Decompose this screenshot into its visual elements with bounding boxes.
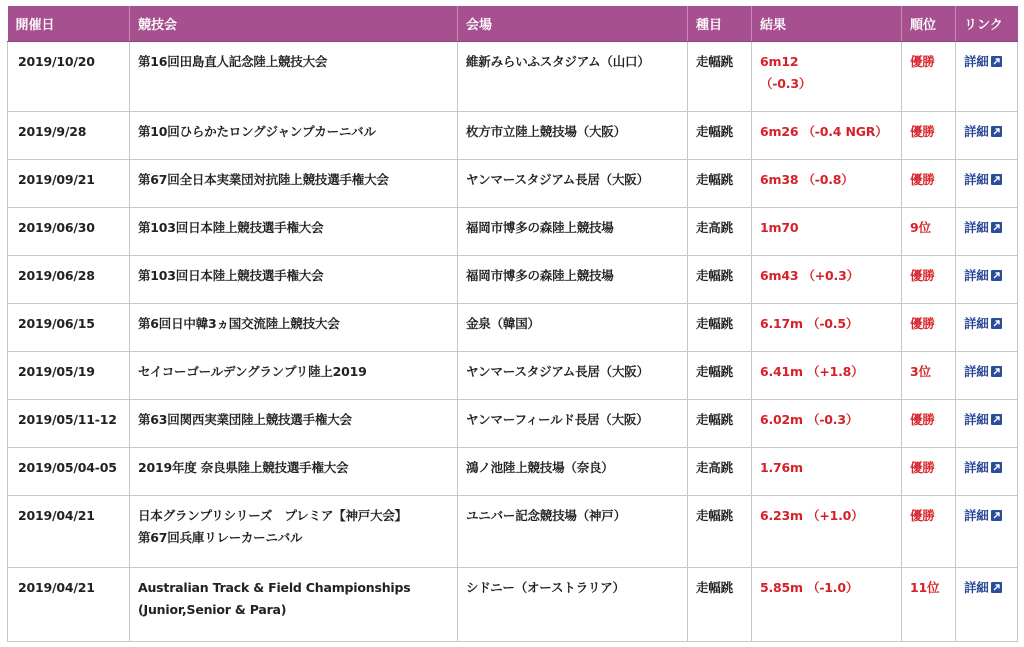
result-value: 6.23m （+1.0）	[760, 508, 864, 523]
cell-event	[688, 208, 752, 256]
cell-date-text: 2019/9/28	[18, 124, 87, 139]
cell-rank	[902, 568, 956, 642]
detail-link-label: 詳細	[964, 124, 989, 139]
cell-rank	[902, 448, 956, 496]
competition-name: 第103回日本陸上競技選手権大会	[138, 220, 324, 235]
table-row	[8, 568, 1018, 642]
detail-link[interactable]	[964, 220, 1002, 235]
cell-event	[688, 496, 752, 568]
cell-venue	[458, 448, 688, 496]
external-link-icon	[991, 510, 1002, 521]
cell-date-text: 2019/06/30	[18, 220, 95, 235]
cell-date-text: 2019/04/21	[18, 508, 95, 523]
competition-name: 第63回関西実業団陸上競技選手権大会	[138, 412, 352, 427]
event-name: 走幅跳	[696, 316, 733, 331]
cell-date-text: 2019/05/04-05	[18, 460, 117, 475]
detail-link-label: 詳細	[964, 580, 989, 595]
cell-rank	[902, 496, 956, 568]
table-row	[8, 400, 1018, 448]
cell-rank	[902, 160, 956, 208]
cell-date-text: 2019/04/21	[18, 580, 95, 595]
cell-result	[752, 400, 902, 448]
detail-link-label: 詳細	[964, 54, 989, 69]
external-link-icon	[991, 414, 1002, 425]
table-row	[8, 448, 1018, 496]
detail-link[interactable]	[964, 412, 1002, 427]
detail-link-label: 詳細	[964, 460, 989, 475]
cell-competition	[130, 42, 458, 112]
result-value: 6m38 （-0.8）	[760, 172, 854, 187]
external-link-icon	[991, 462, 1002, 473]
cell-venue	[458, 208, 688, 256]
cell-date	[8, 208, 130, 256]
cell-date-text: 2019/06/15	[18, 316, 95, 331]
competition-name: Australian Track & Field Championships	[138, 580, 411, 595]
competition-name: 第10回ひらかたロングジャンプカーニバル	[138, 124, 376, 139]
cell-result	[752, 448, 902, 496]
detail-link-label: 詳細	[964, 316, 989, 331]
detail-link-label: 詳細	[964, 412, 989, 427]
venue-name: ユニバー記念競技場（神戸）	[466, 508, 626, 523]
cell-venue	[458, 160, 688, 208]
result-wind: （-0.3）	[760, 76, 812, 91]
cell-result	[752, 160, 902, 208]
cell-result	[752, 256, 902, 304]
cell-rank	[902, 256, 956, 304]
competition-name: セイコーゴールデングランプリ陸上2019	[138, 364, 367, 379]
detail-link[interactable]	[964, 124, 1002, 139]
rank-value: 優勝	[910, 460, 935, 475]
competition-name: 第67回全日本実業団対抗陸上競技選手権大会	[138, 172, 389, 187]
header-event: 種目	[688, 6, 752, 42]
result-value: 6.41m （+1.8）	[760, 364, 864, 379]
rank-value: 優勝	[910, 508, 935, 523]
detail-link-label: 詳細	[964, 172, 989, 187]
table-header-row	[8, 6, 1018, 42]
cell-venue	[458, 304, 688, 352]
rank-value: 優勝	[910, 124, 935, 139]
cell-date	[8, 400, 130, 448]
cell-event	[688, 42, 752, 112]
header-result: 結果	[752, 6, 902, 42]
cell-date-text: 2019/06/28	[18, 268, 95, 283]
detail-link-label: 詳細	[964, 364, 989, 379]
table-row	[8, 112, 1018, 160]
cell-rank	[902, 400, 956, 448]
result-value: 6.02m （-0.3）	[760, 412, 859, 427]
cell-date	[8, 496, 130, 568]
venue-name: 鴻ノ池陸上競技場（奈良）	[466, 460, 614, 475]
cell-link	[956, 448, 1018, 496]
cell-competition	[130, 208, 458, 256]
rank-value: 3位	[910, 364, 931, 379]
result-value: 6m43 （+0.3）	[760, 268, 859, 283]
cell-link	[956, 496, 1018, 568]
competition-name: 第16回田島直人記念陸上競技大会	[138, 54, 328, 69]
external-link-icon	[991, 318, 1002, 329]
event-name: 走高跳	[696, 220, 733, 235]
cell-date-text: 2019/05/11-12	[18, 412, 117, 427]
cell-date	[8, 304, 130, 352]
cell-event	[688, 352, 752, 400]
venue-name: ヤンマーフィールド長居（大阪）	[466, 412, 649, 427]
cell-competition	[130, 448, 458, 496]
competition-name: 日本グランプリシリーズ プレミア【神戸大会】	[138, 508, 407, 523]
cell-rank	[902, 112, 956, 160]
detail-link-label: 詳細	[964, 220, 989, 235]
cell-venue	[458, 352, 688, 400]
cell-date	[8, 448, 130, 496]
detail-link[interactable]	[964, 172, 1002, 187]
cell-rank	[902, 208, 956, 256]
header-competition: 競技会	[130, 6, 458, 42]
venue-name: ヤンマースタジアム長居（大阪）	[466, 172, 649, 187]
cell-date	[8, 568, 130, 642]
venue-name: 福岡市博多の森陸上競技場	[466, 268, 614, 283]
detail-link[interactable]	[964, 54, 1002, 69]
table-row	[8, 352, 1018, 400]
rank-value: 優勝	[910, 54, 935, 69]
external-link-icon	[991, 366, 1002, 377]
cell-link	[956, 42, 1018, 112]
result-value: 1m70	[760, 220, 799, 235]
cell-date	[8, 256, 130, 304]
header-venue: 会場	[458, 6, 688, 42]
table-row	[8, 256, 1018, 304]
header-link: リンク	[956, 6, 1018, 42]
header-date: 開催日	[8, 6, 130, 42]
cell-date	[8, 42, 130, 112]
cell-competition	[130, 496, 458, 568]
competition-name: 2019年度 奈良県陸上競技選手権大会	[138, 460, 349, 475]
event-name: 走幅跳	[696, 364, 733, 379]
detail-link[interactable]	[964, 316, 1002, 331]
competition-name-line2: (Junior,Senior & Para)	[138, 602, 287, 617]
cell-event	[688, 400, 752, 448]
cell-competition	[130, 352, 458, 400]
cell-date	[8, 112, 130, 160]
cell-event	[688, 304, 752, 352]
detail-link[interactable]	[964, 364, 1002, 379]
competition-results-table	[7, 6, 1018, 642]
rank-value: 優勝	[910, 172, 935, 187]
cell-competition	[130, 160, 458, 208]
detail-link-label: 詳細	[964, 508, 989, 523]
cell-link	[956, 400, 1018, 448]
detail-link[interactable]	[964, 580, 1002, 595]
cell-result	[752, 112, 902, 160]
external-link-icon	[991, 270, 1002, 281]
detail-link[interactable]	[964, 508, 1002, 523]
cell-event	[688, 112, 752, 160]
cell-venue	[458, 42, 688, 112]
cell-link	[956, 208, 1018, 256]
detail-link[interactable]	[964, 460, 1002, 475]
cell-date	[8, 352, 130, 400]
event-name: 走幅跳	[696, 508, 733, 523]
competition-name: 第103回日本陸上競技選手権大会	[138, 268, 324, 283]
cell-link	[956, 568, 1018, 642]
venue-name: ヤンマースタジアム長居（大阪）	[466, 364, 649, 379]
detail-link-label: 詳細	[964, 268, 989, 283]
cell-date-text: 2019/05/19	[18, 364, 95, 379]
cell-event	[688, 448, 752, 496]
cell-competition	[130, 256, 458, 304]
cell-event	[688, 568, 752, 642]
result-value: 5.85m （-1.0）	[760, 580, 859, 595]
cell-competition	[130, 304, 458, 352]
event-name: 走幅跳	[696, 172, 733, 187]
result-value: 6.17m （-0.5）	[760, 316, 859, 331]
competition-name-line2: 第67回兵庫リレーカーニバル	[138, 530, 303, 545]
event-name: 走高跳	[696, 460, 733, 475]
result-value: 6m12	[760, 54, 799, 69]
cell-link	[956, 304, 1018, 352]
event-name: 走幅跳	[696, 580, 733, 595]
cell-date	[8, 160, 130, 208]
results-table-wrapper	[7, 6, 1017, 642]
rank-value: 優勝	[910, 412, 935, 427]
header-rank: 順位	[902, 6, 956, 42]
table-row	[8, 304, 1018, 352]
cell-link	[956, 352, 1018, 400]
cell-competition	[130, 568, 458, 642]
cell-event	[688, 160, 752, 208]
table-row	[8, 496, 1018, 568]
venue-name: 福岡市博多の森陸上競技場	[466, 220, 614, 235]
cell-link	[956, 256, 1018, 304]
cell-result	[752, 496, 902, 568]
cell-result	[752, 352, 902, 400]
external-link-icon	[991, 126, 1002, 137]
cell-result	[752, 304, 902, 352]
cell-rank	[902, 42, 956, 112]
event-name: 走幅跳	[696, 412, 733, 427]
cell-result	[752, 42, 902, 112]
cell-link	[956, 160, 1018, 208]
cell-competition	[130, 112, 458, 160]
rank-value: 優勝	[910, 268, 935, 283]
cell-link	[956, 112, 1018, 160]
result-value: 6m26 （-0.4 NGR）	[760, 124, 888, 139]
result-value: 1.76m	[760, 460, 803, 475]
external-link-icon	[991, 222, 1002, 233]
event-name: 走幅跳	[696, 54, 733, 69]
detail-link[interactable]	[964, 268, 1002, 283]
cell-rank	[902, 304, 956, 352]
external-link-icon	[991, 56, 1002, 67]
cell-venue	[458, 400, 688, 448]
cell-competition	[130, 400, 458, 448]
external-link-icon	[991, 582, 1002, 593]
cell-event	[688, 256, 752, 304]
event-name: 走幅跳	[696, 124, 733, 139]
cell-venue	[458, 112, 688, 160]
cell-result	[752, 208, 902, 256]
venue-name: シドニー（オーストラリア）	[466, 580, 625, 595]
cell-venue	[458, 256, 688, 304]
table-row	[8, 42, 1018, 112]
cell-venue	[458, 568, 688, 642]
venue-name: 金泉（韓国）	[466, 316, 540, 331]
rank-value: 11位	[910, 580, 940, 595]
table-row	[8, 160, 1018, 208]
cell-venue	[458, 496, 688, 568]
rank-value: 優勝	[910, 316, 935, 331]
cell-rank	[902, 352, 956, 400]
cell-result	[752, 568, 902, 642]
cell-date-text: 2019/09/21	[18, 172, 95, 187]
rank-value: 9位	[910, 220, 931, 235]
competition-name: 第6回日中韓3ヵ国交流陸上競技大会	[138, 316, 340, 331]
external-link-icon	[991, 174, 1002, 185]
venue-name: 枚方市立陸上競技場（大阪）	[466, 124, 626, 139]
venue-name: 維新みらいふスタジアム（山口）	[466, 54, 650, 69]
event-name: 走幅跳	[696, 268, 733, 283]
cell-date-text: 2019/10/20	[18, 54, 95, 69]
table-row	[8, 208, 1018, 256]
